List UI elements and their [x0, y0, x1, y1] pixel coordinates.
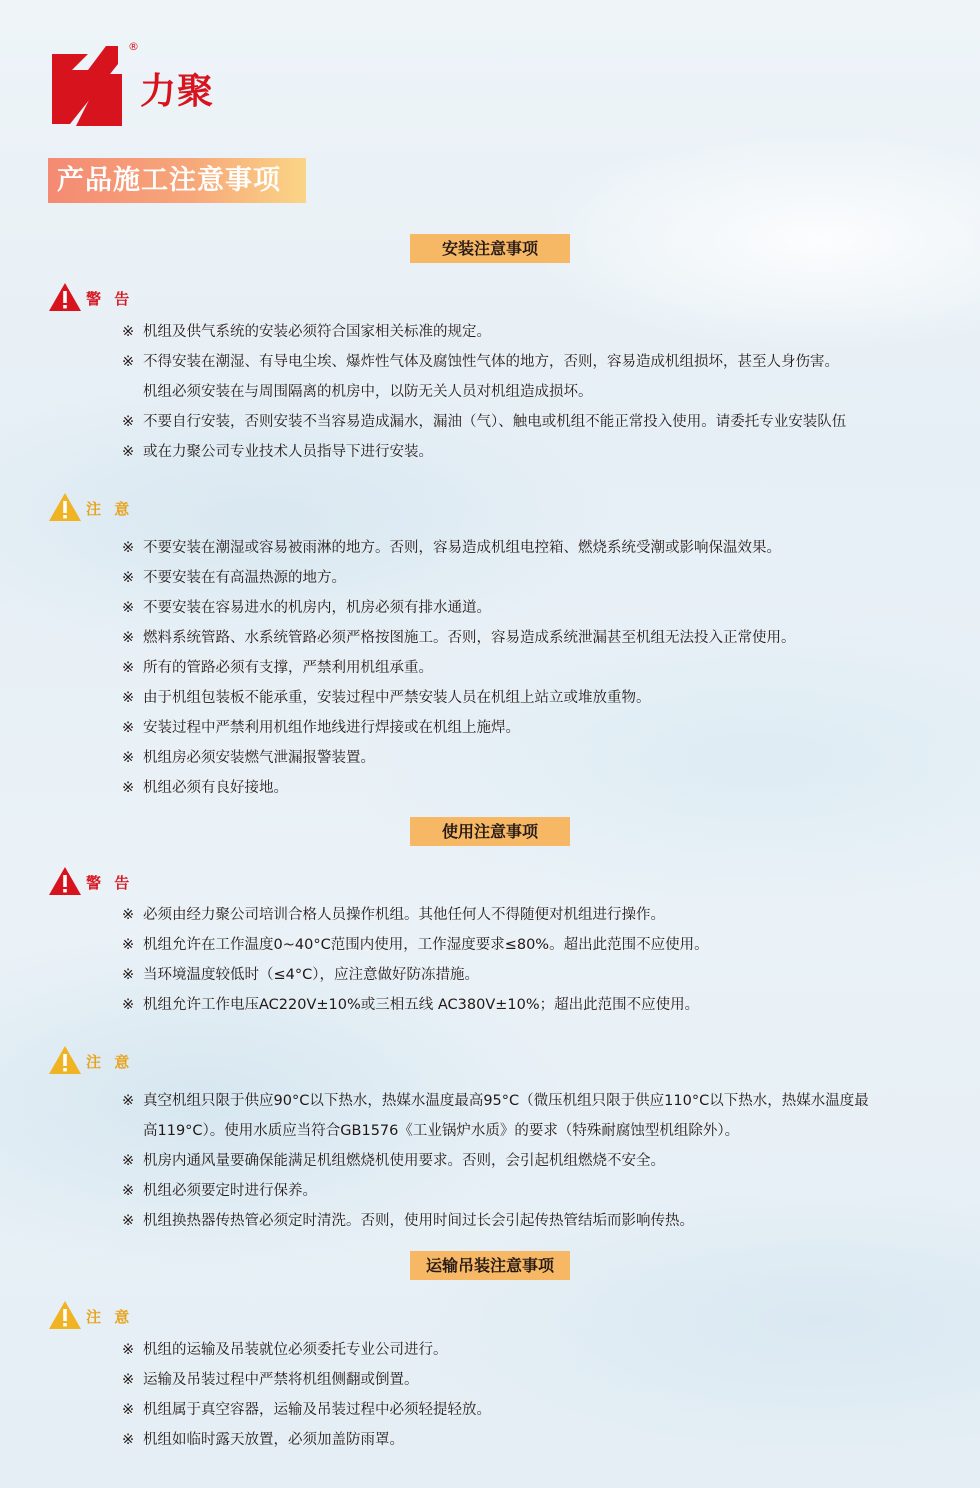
list-item: ※ 运输及吊装过程中严禁将机组侧翻或倒置。: [122, 1372, 419, 1388]
registered-mark: ®: [128, 40, 139, 53]
list-item: ※ 机组允许在工作温度0~40°C范围内使用，工作湿度要求≤80%。超出此范围不应使用。: [122, 937, 709, 953]
list-item: ※ 所有的管路必须有支撑，严禁利用机组承重。: [122, 660, 433, 676]
list-item: ※ 安装过程中严禁利用机组作地线进行焊接或在机组上施焊。: [122, 720, 520, 736]
section-title-install: 安装注意事项: [410, 234, 570, 263]
warning-triangle-icon: [48, 866, 82, 896]
list-item: ※ 机组必须有良好接地。: [122, 780, 288, 796]
warning-label: 警 告: [86, 874, 134, 892]
usage-warning-list: [122, 900, 942, 1020]
caution-triangle-icon: [48, 1300, 82, 1330]
lightning-logo-icon: [48, 40, 126, 128]
list-item: ※ 真空机组只限于供应90°C以下热水，热媒水温度最高95°C（微压机组只限于供应110°C以下热水，热媒水温度最: [122, 1093, 869, 1109]
list-item: ※ 机组换热器传热管必须定时清洗。否则，使用时间过长会引起传热管结垢而影响传热。: [122, 1213, 694, 1229]
caution-triangle-icon: [48, 492, 82, 522]
caution-triangle-icon: [48, 1045, 82, 1075]
section-title-transport: 运输吊装注意事项: [410, 1251, 570, 1280]
brand-name: 力聚: [140, 71, 215, 112]
list-item: ※ 机组必须要定时进行保养。: [122, 1183, 317, 1199]
transport-caution-list: [122, 1335, 942, 1455]
warning-triangle-icon: [48, 282, 82, 312]
list-item: ※ 或在力聚公司专业技术人员指导下进行安装。: [122, 444, 433, 460]
list-item: ※ 必须由经力聚公司培训合格人员操作机组。其他任何人不得随便对机组进行操作。: [122, 907, 665, 923]
list-item: ※ 由于机组包装板不能承重，安装过程中严禁安装人员在机组上站立或堆放重物。: [122, 690, 651, 706]
section-title-usage: 使用注意事项: [410, 817, 570, 846]
caution-label: 注 意: [86, 1053, 134, 1071]
list-item: ※ 机组允许工作电压AC220V±10%或三相五线 AC380V±10%；超出此范围不应使用。: [122, 997, 700, 1013]
list-item: ※ 不得安装在潮湿、有导电尘埃、爆炸性气体及腐蚀性气体的地方，否则，容易造成机组损坏，甚至人身伤害。: [122, 354, 839, 370]
warning-label: 警 告: [86, 290, 134, 308]
list-item: ※ 机组如临时露天放置，必须加盖防雨罩。: [122, 1432, 404, 1448]
list-item: ※ 机组房必须安装燃气泄漏报警装置。: [122, 750, 375, 766]
install-caution-list: [122, 533, 942, 803]
page-title: 产品施工注意事项: [48, 158, 306, 203]
list-item: ※ 机组的运输及吊装就位必须委托专业公司进行。: [122, 1342, 448, 1358]
list-item: 高119°C）。使用水质应当符合GB1576《工业锅炉水质》的要求（特殊耐腐蚀型机组除外）。: [143, 1123, 740, 1139]
list-item: 机组必须安装在与周围隔离的机房中，以防无关人员对机组造成损坏。: [143, 384, 593, 400]
list-item: ※ 机组及供气系统的安装必须符合国家相关标准的规定。: [122, 324, 491, 340]
list-item: ※ 不要安装在潮湿或容易被雨淋的地方。否则，容易造成机组电控箱、燃烧系统受潮或影响保温效果。: [122, 540, 781, 556]
install-warning-list: [122, 317, 942, 467]
caution-label: 注 意: [86, 500, 134, 518]
list-item: ※ 机组属于真空容器，运输及吊装过程中必须轻提轻放。: [122, 1402, 491, 1418]
list-item: ※ 机房内通风量要确保能满足机组燃烧机使用要求。否则，会引起机组燃烧不安全。: [122, 1153, 665, 1169]
usage-caution-list: [122, 1086, 942, 1236]
list-item: ※ 不要安装在有高温热源的地方。: [122, 570, 346, 586]
list-item: ※ 不要自行安装，否则安装不当容易造成漏水，漏油（气）、触电或机组不能正常投入使用。请委托专业安装队伍: [122, 414, 847, 430]
caution-label: 注 意: [86, 1308, 134, 1326]
list-item: ※ 不要安装在容易进水的机房内，机房必须有排水通道。: [122, 600, 491, 616]
list-item: ※ 燃料系统管路、水系统管路必须严格按图施工。否则，容易造成系统泄漏甚至机组无法投入正常使用。: [122, 630, 796, 646]
list-item: ※ 当环境温度较低时（≤4°C），应注意做好防冻措施。: [122, 967, 479, 983]
